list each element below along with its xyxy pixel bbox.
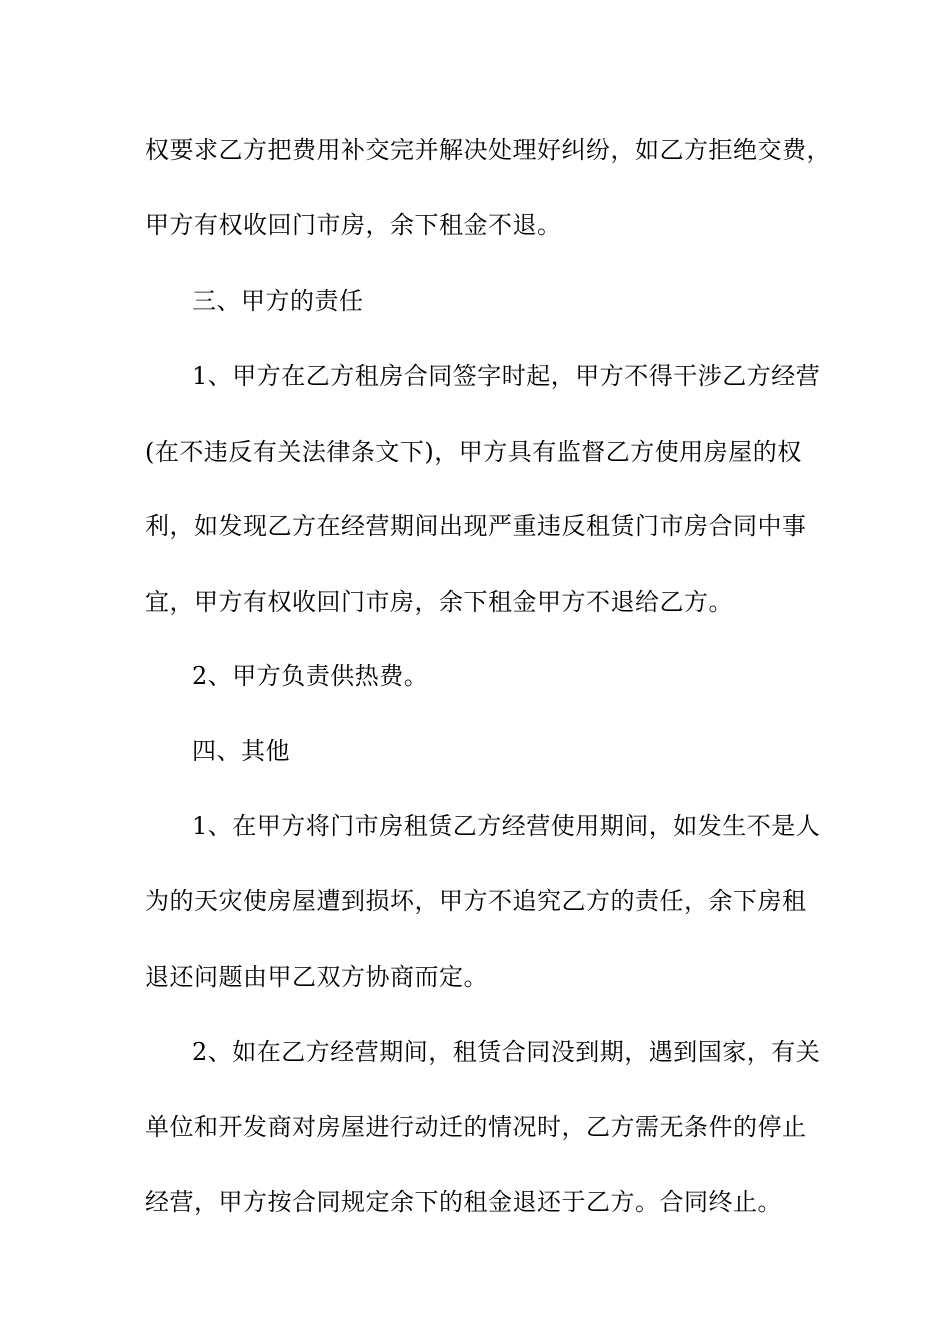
section-heading: 四、其他	[192, 737, 290, 765]
text-line: 单位和开发商对房屋进行动迁的情况时，乙方需无条件的停止	[145, 1113, 807, 1141]
text-line: 2、甲方负责供热费。	[192, 662, 429, 690]
text-line: 2、如在乙方经营期间，租赁合同没到期，遇到国家，有关	[192, 1038, 821, 1066]
text-line: 权要求乙方把费用补交完并解决处理好纠纷，如乙方拒绝交费，	[145, 136, 831, 164]
text-line: 为的天灾使房屋遭到损坏，甲方不追究乙方的责任，余下房租	[145, 887, 807, 915]
text-line: 经营，甲方按合同规定余下的租金退还于乙方。合同终止。	[145, 1188, 782, 1216]
text-line: 1、在甲方将门市房租赁乙方经营使用期间，如发生不是人	[192, 812, 821, 840]
text-line: 甲方有权收回门市房，余下租金不退。	[145, 211, 562, 239]
section-heading: 三、甲方的责任	[192, 287, 364, 315]
text-line: 宜，甲方有权收回门市房，余下租金甲方不退给乙方。	[145, 588, 733, 616]
text-line: 1、甲方在乙方租房合同签字时起，甲方不得干涉乙方经营	[192, 362, 821, 390]
text-line: 利，如发现乙方在经营期间出现严重违反租赁门市房合同中事	[145, 512, 807, 540]
text-line: 退还问题由甲乙双方协商而定。	[145, 963, 488, 991]
text-line: (在不违反有关法律条文下)，甲方具有监督乙方使用房屋的权	[145, 438, 802, 466]
